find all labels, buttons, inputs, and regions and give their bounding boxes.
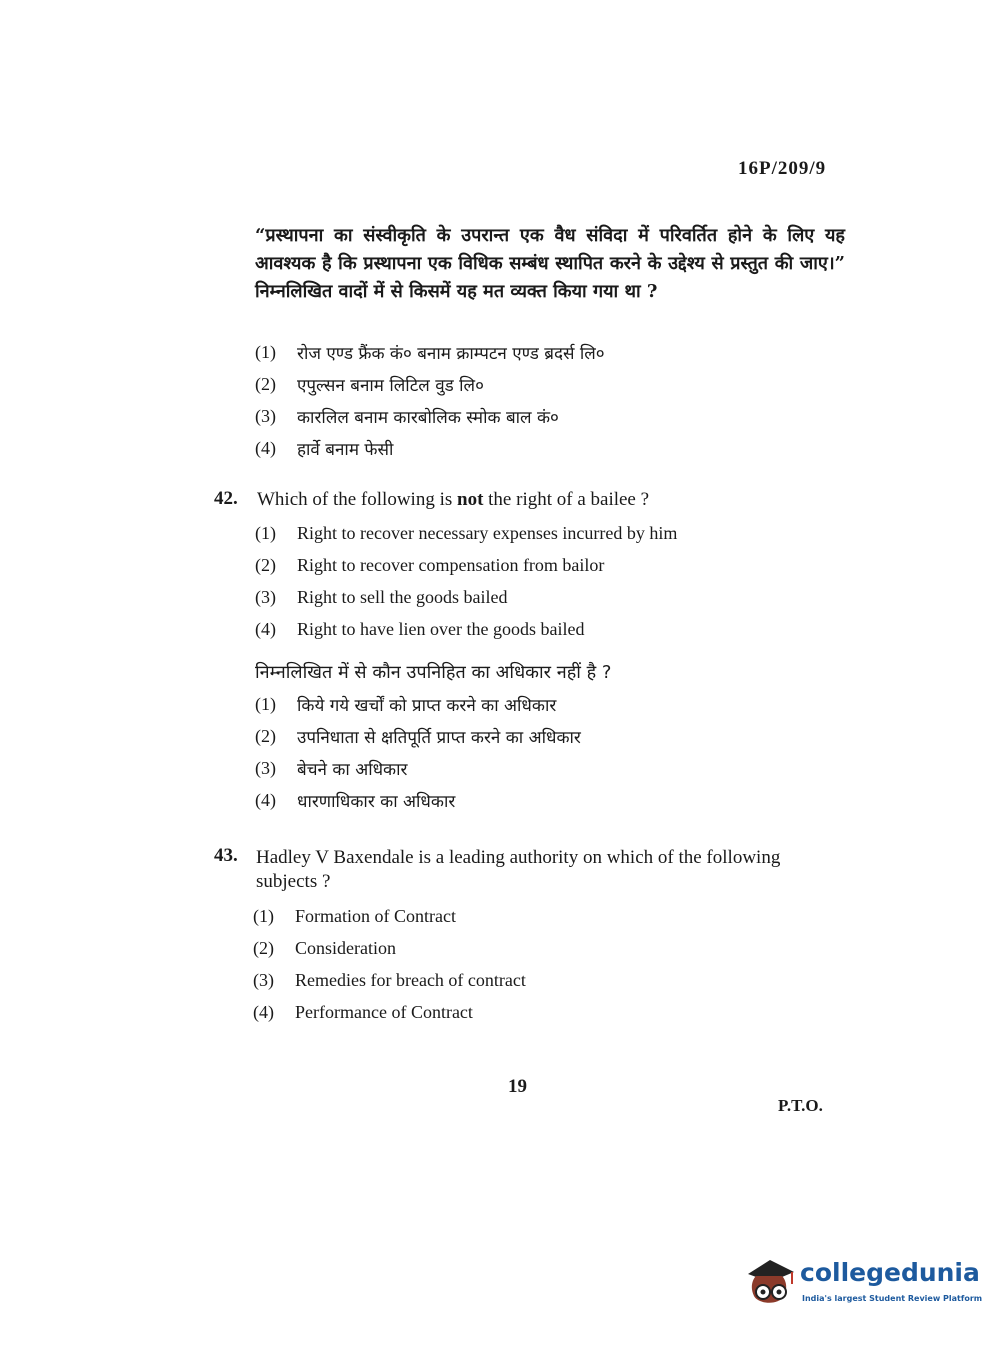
q43-question: Hadley V Baxendale is a leading authority on which of the following subjects ?: [256, 847, 781, 892]
q42-hindi-question: निम्नलिखित में से कौन उपनिहित का अधिकार नहीं है ?: [255, 662, 612, 683]
pto-label: P.T.O.: [778, 1096, 823, 1115]
q41-hindi-options: [255, 336, 605, 464]
option: (4) Performance of Contract: [253, 1001, 473, 1022]
option: (1) Right to recover necessary expenses incurred by him: [255, 522, 678, 543]
option: (4) Right to have lien over the goods bailed: [255, 618, 585, 639]
option: (1) Formation of Contract: [253, 905, 456, 926]
q42-question: Which of the following is not the right of a bailee ?: [257, 489, 650, 510]
paper-code: 16P/209/9: [738, 158, 827, 179]
option: (1) रोज एण्ड फ्रैंक कं० बनाम क्राम्पटन एण्ड ब्रदर्स लि०: [255, 341, 605, 364]
option: (4) हार्वे बनाम फेसी: [255, 437, 394, 460]
logo-name: collegedunia: [800, 1258, 980, 1287]
q43-number: 43.: [214, 845, 238, 866]
option: (2) एपुल्सन बनाम लिटिल वुड लि०: [255, 373, 484, 396]
q43-options: [253, 900, 526, 1028]
q42-options: [255, 517, 677, 645]
option: (3) Right to sell the goods bailed: [255, 586, 508, 607]
q42-number: 42.: [214, 488, 238, 509]
option: (3) कारलिल बनाम कारबोलिक स्मोक बाल कं०: [255, 405, 559, 428]
q42-hindi-options: [255, 688, 581, 816]
option: (2) Consideration: [253, 937, 396, 958]
logo-tagline: India's largest Student Review Platform: [802, 1294, 983, 1303]
collegedunia-logo[interactable]: [742, 1252, 983, 1312]
page-number: 19: [508, 1076, 527, 1097]
option: (2) Right to recover compensation from bailor: [255, 554, 605, 575]
option: (1) किये गये खर्चों को प्राप्त करने का अधिकार: [255, 693, 557, 716]
q41-hindi-statement: “प्रस्थापना का संस्वीकृति के उपरान्त एक वैध संविदा में परिवर्तित होने के लिए यह आवश्यक है कि प्रस्थापना एक विधिक सम्बंध स्थापित करने के उद्देश्य से प्रस्तुत की जाए।” निम्नलिखित वादों में से किसमें यह मत व्यक्त किया गया था ?: [255, 225, 845, 302]
option: (2) उपनिधाता से क्षतिपूर्ति प्राप्त करने का अधिकार: [255, 725, 581, 748]
option: (4) धारणाधिकार का अधिकार: [255, 789, 456, 812]
option: (3) बेचने का अधिकार: [255, 757, 408, 780]
mascot-icon: [742, 1252, 798, 1312]
option: (3) Remedies for breach of contract: [253, 969, 526, 990]
